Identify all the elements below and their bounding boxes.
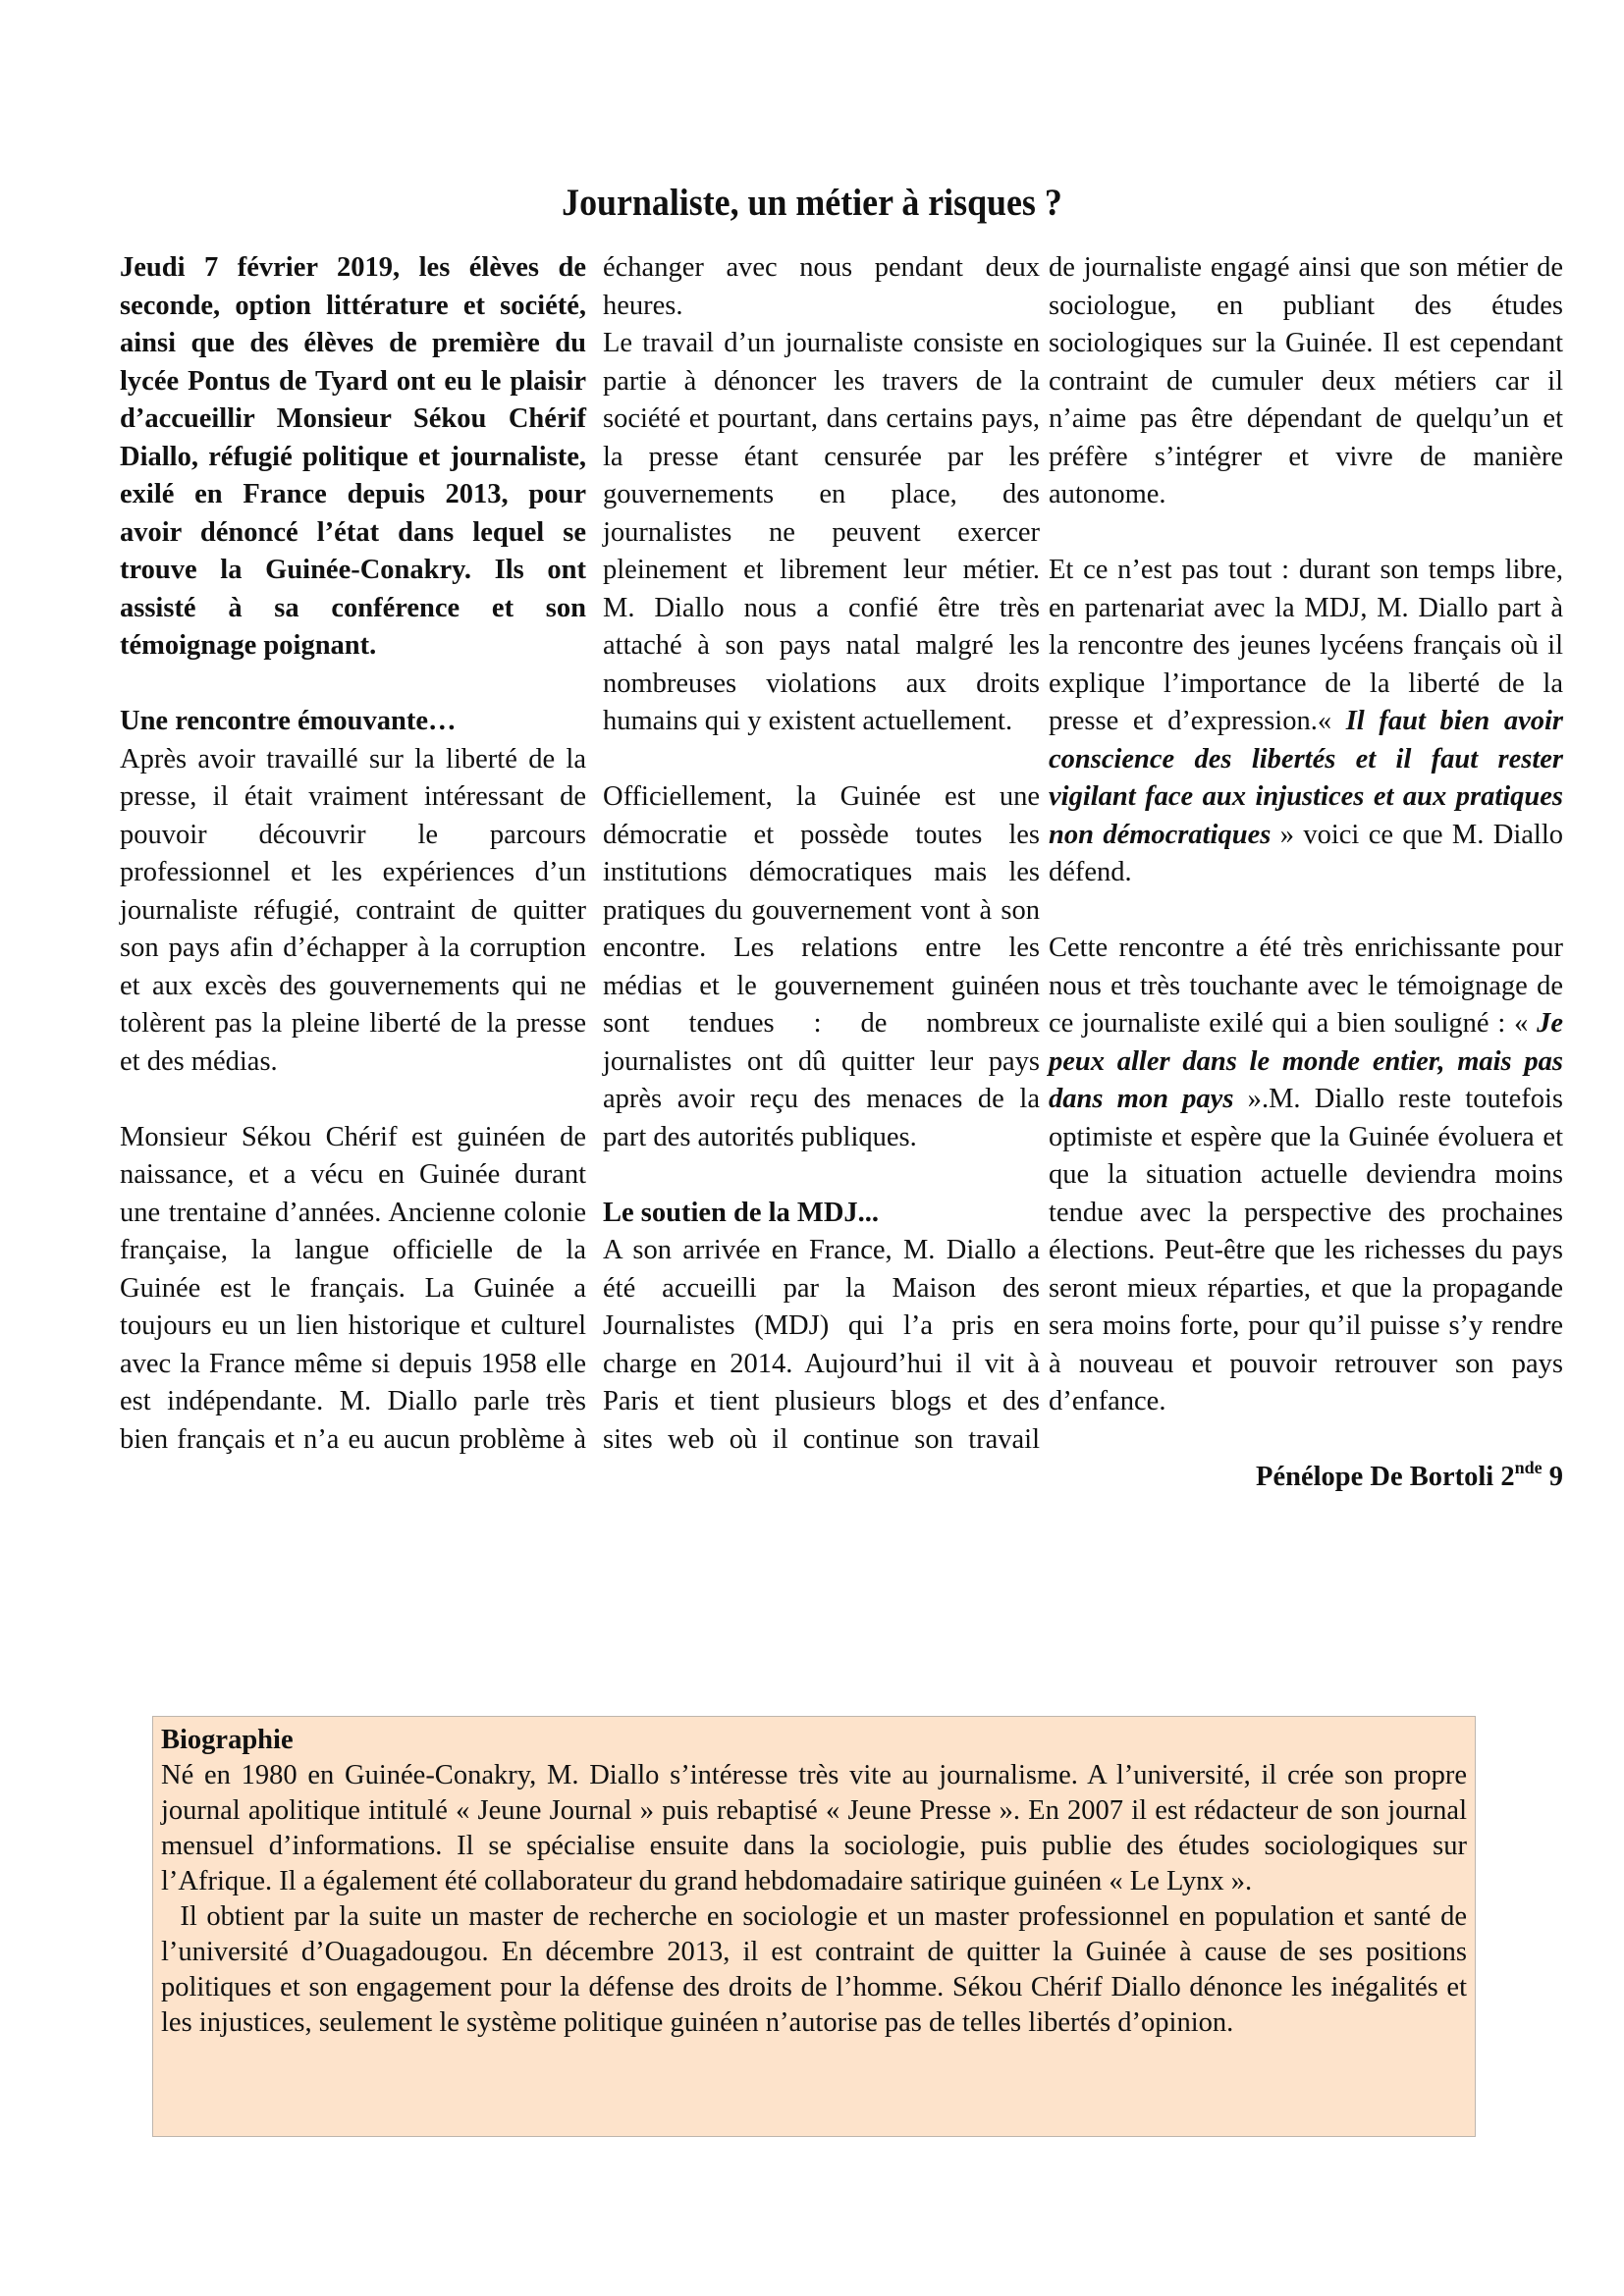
biography-paragraph-1: Né en 1980 en Guinée-Conakry, M. Diallo s’intéresse très vite au journalisme. A l’université, il crée son propre journal apolitique intitulé « Jeune Journal » puis rebaptisé « Jeune Presse ». En 2007 il est rédacteur de son journal mensuel d’informations. Il se spécialise ensuite dans la sociologie, puis publie des études sociologiques sur l’Afrique. Il a également été collaborateur du grand hebdomadaire satirique guinéen « Le Lynx ». [161,1760,1467,1896]
quote-after: . [1261,1084,1270,1114]
paragraph-spacer [1049,1421,1563,1460]
section-heading-rencontre: Une rencontre émouvante… [120,706,457,736]
biography-paragraph-2: Il obtient par la suite un master de recherche en sociologie et un master professionnel en population et santé de l’université d’Ouagadougou. En décembre 2013, il est contraint de quitter la Guinée à cause de ses positions politiques et son engagement pour la défense des droits de l’homme. Sékou Chérif Diallo dénonce les inégalités et les injustices, seulement le système politique guinéen n’autorise pas de telles libertés d’opinion. [161,1901,1467,2038]
quote-close: » [1233,1084,1262,1114]
paragraph-spacer [120,1081,586,1119]
author-name: Pénélope De Bortoli 2 [1256,1462,1515,1492]
article-title: Journaliste, un métier à risques ? [562,182,1062,225]
paragraph-spacer [603,741,1040,779]
biography-box [152,1716,1476,2137]
article-column-1 [120,249,586,1459]
article-column-3 [1049,249,1563,1497]
paragraph-officiellement: Officiellement, la Guinée est une démocratie et possède toutes les institutions démocratiques mais les pratiques du gouvernement vont à son encontre. Les relations entre les médias et le gouvernement guinéen sont tendues : de nombreux journalistes ont dû quitter leur pays après avoir reçu des menaces de la part des autorités publiques. [603,781,1040,1152]
quote-liberte: Il faut bien avoir conscience des libertés et il faut rester vigilant face aux injustices et aux pratiques non démocratiques [1049,706,1563,850]
author-class-num: 9 [1542,1462,1563,1492]
section-heading-mdj: Le soutien de la MDJ... [603,1197,880,1228]
quote-monde-entier: Je peux aller dans le monde entier, mais pas dans mon pays [1049,1008,1564,1114]
paragraph-spacer [120,666,586,704]
quote-open: « [1514,1008,1538,1039]
quote-after: voici ce que M. Diallo défend. [1049,819,1564,887]
author-class-sup: nde [1514,1458,1543,1477]
optimiste-text: M. Diallo reste toutefois optimiste et espère que la Guinée évoluera et que la situation actuelle deviendra moins tendue avec la perspective des prochaines élections. Peut-être que les richesses du pays seront mieux réparties, et que la propagande sera moins forte, pour qu’il puisse s’y rendre à nouveau et pouvoir retrouver son pays d’enfance. [1049,1084,1564,1416]
paragraph-spacer [1049,514,1563,553]
article-intro: Jeudi 7 février 2019, les élèves de seconde, option littérature et société, ainsi que des élèves de première du lycée Pontus de Tyard ont eu le plaisir d’accueillir Monsieur Sékou Chérif Diallo, réfugié politique et journaliste, exilé en France depuis 2013, pour avoir dénoncé l’état dans lequel se trouve la Guinée-Conakry. Ils ont assisté à sa conférence et son témoignage poignant. [120,252,586,661]
paragraph-temps-libre [1049,552,1563,892]
paragraph-journaliste-engage: de journaliste engagé ainsi que son métier de sociologue, en publiant des études sociologiques sur la Guinée. Il est cependant contraint de cumuler deux métiers car il n’aime pas être dépendant de quelqu’un et préfère s’intégrer et vivre de manière autonome. [1049,252,1563,509]
paragraph-conclusion [1049,930,1563,1421]
paragraph-spacer [1049,892,1563,931]
conclusion-text: Cette rencontre a été très enrichissante pour nous et très touchante avec le témoignage de ce journaliste exilé qui a bien souligné : [1049,933,1563,1039]
paragraph-liberte-presse: Après avoir travaillé sur la liberté de la presse, il était vraiment intéressant de pouvoir découvrir le parcours professionnel et les expériences d’un journaliste réfugié, contraint de quitter son pays afin d’échapper à la corruption et aux excès des gouvernements qui ne tolèrent pas la pleine liberté de la presse et des médias. [120,743,586,1077]
biography-title: Biographie [161,1725,294,1755]
paragraph-echanger: échanger avec nous pendant deux heures. [603,252,1040,321]
paragraph-arrivee-france: A son arrivée en France, M. Diallo a été accueilli par la Maison des Journalistes (MDJ) qui l’a pris en charge en 2014. Aujourd’hui il vit à Paris et tient plusieurs blogs et des sites web où il continue son travail [603,1235,1040,1455]
author-signature [1049,1459,1563,1497]
temps-libre-text: Et ce n’est pas tout : durant son temps libre, en partenariat avec la MDJ, M. Diallo part à la rencontre des jeunes lycéens français où il explique l’importance de la liberté de la presse et d’expression. [1049,555,1563,736]
quote-open: « [1317,706,1346,736]
paragraph-travail-journaliste: Le travail d’un journaliste consiste en partie à dénoncer les travers de la société et pourtant, dans certains pays, la presse étant censurée par les gouvernements en place, des journalistes ne peuvent exercer pleinement et librement leur métier. M. Diallo nous a confié être très attaché à son pays natal malgré les nombreuses violations aux droits humains qui y existent actuellement. [603,328,1040,736]
article-column-2 [603,249,1040,1459]
quote-close: » [1271,819,1294,850]
paragraph-guinee-origine: Monsieur Sékou Chérif est guinéen de naissance, et a vécu en Guinée durant une trentaine d’années. Ancienne colonie française, la langue officielle de la Guinée est le français. La Guinée a toujours eu un lien historique et culturel avec la France même si depuis 1958 elle est indépendante. M. Diallo parle très bien français et n’a eu aucun problème à [120,1121,586,1455]
paragraph-spacer [603,1156,1040,1195]
